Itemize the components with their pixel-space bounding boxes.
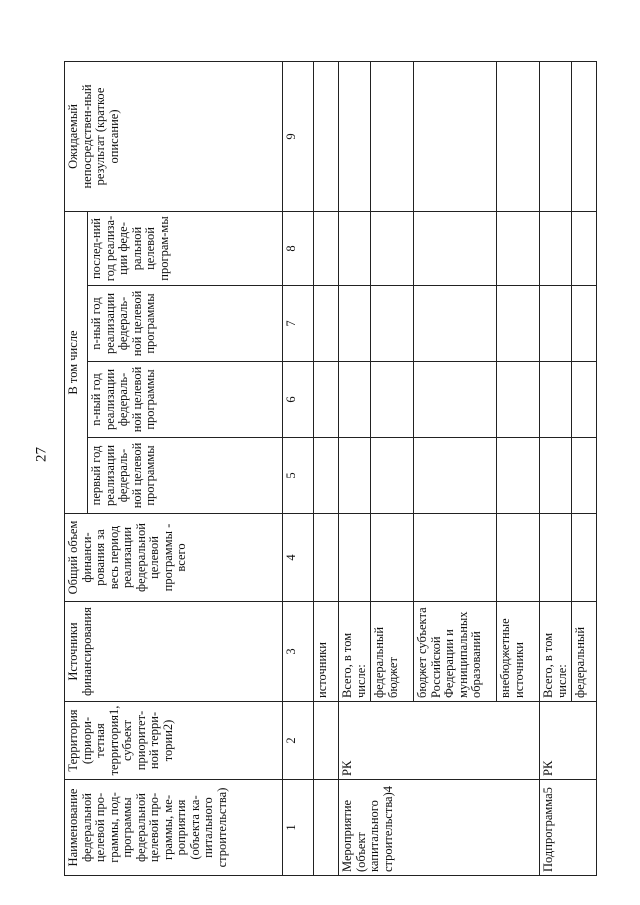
col-number: 2 <box>283 702 314 780</box>
total-including-cell: Всего, в том числе: <box>339 602 371 702</box>
subprogram-name: Подпрограмма5 <box>540 780 597 876</box>
header-n-year-1: n-ный год реализации федераль-ной целевой программы <box>88 362 283 438</box>
column-numbers-row <box>283 62 314 876</box>
subprogram-territory: РК <box>540 702 597 780</box>
table-container <box>64 62 605 876</box>
federal-budget-cell: федеральный бюджет <box>371 602 414 702</box>
table-row <box>540 62 572 876</box>
financing-table <box>64 61 597 876</box>
col-number: 1 <box>283 780 314 876</box>
sources-cell: источники <box>314 602 339 702</box>
header-territory: Территория (приори-тетная территория1, субъект приоритет-ной терри-тории2) <box>65 702 283 780</box>
table-row <box>339 62 371 876</box>
subject-budget-cell: бюджет субъекта Российской Федерации и муниципальных образований <box>414 602 497 702</box>
header-name: Наименование федеральной целевой про-граммы, под-программы федеральной целевой про-граммы, ме-роприятия (объекта ка-питального строительства) <box>65 780 283 876</box>
col-number: 8 <box>283 212 314 286</box>
page-number: 27 <box>33 447 50 462</box>
extrabudgetary-cell: внебюджетные источники <box>497 602 540 702</box>
header-total: Общий объем финанси-рования за весь период реализации федеральной целевой программы - всего <box>65 514 283 602</box>
header-row <box>65 62 88 876</box>
col-number: 7 <box>283 286 314 362</box>
col-number: 5 <box>283 438 314 514</box>
header-result: Ожидаемый непосредствен-ный результат (краткое описание) <box>65 62 283 212</box>
event-name: Мероприятие (объект капитального строительства)4 <box>339 780 540 876</box>
header-including: В том числе <box>65 212 88 514</box>
header-last-year: послед-ний год реализа-ции феде-ральной целевой програм-мы <box>88 212 283 286</box>
header-first-year: первый год реализации федераль-ной целевой программы <box>88 438 283 514</box>
col-number: 6 <box>283 362 314 438</box>
table-row <box>314 62 339 876</box>
col-number: 3 <box>283 602 314 702</box>
col-number: 4 <box>283 514 314 602</box>
total-including-cell: Всего, в том числе: <box>540 602 572 702</box>
col-number: 9 <box>283 62 314 212</box>
header-n-year-2: n-ный год реализации федераль-ной целевой программы <box>88 286 283 362</box>
event-territory: РК <box>339 702 540 780</box>
federal-cell: федеральный <box>572 602 597 702</box>
header-sources: Источники финансирования <box>65 602 283 702</box>
